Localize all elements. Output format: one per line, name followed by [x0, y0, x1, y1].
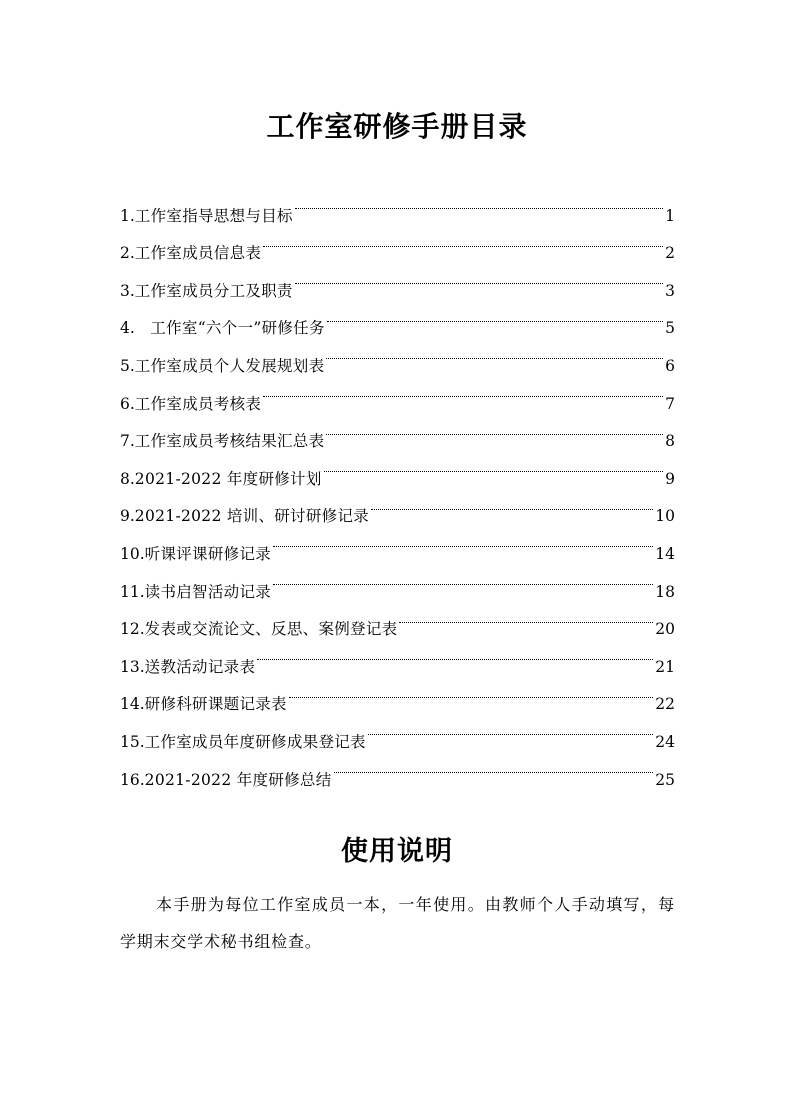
toc-entry-number: 5.: [120, 356, 135, 375]
toc-dot-leader: [295, 258, 663, 296]
toc-entry-page: 6: [665, 356, 675, 375]
toc-entry-number: 11.: [120, 582, 145, 601]
toc-dot-leader: [324, 446, 663, 484]
toc-entry-label: 工作室成员分工及职责: [134, 281, 293, 300]
toc-entry-label: 2021-2022 年度研修总结: [144, 770, 332, 789]
toc-dot-leader: [257, 634, 653, 672]
toc-entry-page: 24: [655, 732, 675, 751]
toc-entry-label: 工作室“六个一”研修任务: [150, 319, 325, 338]
toc-entry-number: 6.: [120, 394, 135, 413]
toc-entry-page: 18: [655, 582, 675, 601]
toc-dot-leader: [263, 221, 663, 259]
toc-entry-page: 20: [655, 620, 675, 639]
toc-dot-leader: [334, 747, 654, 785]
toc-entry-label: 读书启智活动记录: [144, 582, 272, 601]
toc-entry: [120, 183, 675, 225]
toc-entry-number: 9.: [120, 507, 135, 526]
toc-entry-label: 工作室成员考核结果汇总表: [134, 432, 325, 451]
toc-entry-label: 听课评课研修记录: [144, 544, 272, 563]
toc-entry-label: 2021-2022 培训、研讨研修记录: [134, 507, 370, 526]
toc-dot-leader: [399, 597, 653, 635]
toc-entry-label: 研修科研课题记录表: [144, 695, 287, 714]
toc-entry-number: 14.: [120, 695, 145, 714]
instructions-body: 本手册为每位工作室成员一本，一年使用。由教师个人手动填写，每学期末交学术秘书组检查。: [120, 895, 675, 951]
toc-entry-label: 送教活动记录表: [144, 657, 256, 676]
toc-entry-number: 4.: [120, 319, 151, 338]
toc-dot-leader: [326, 409, 663, 447]
toc-entry-number: 13.: [120, 657, 145, 676]
toc-entry-number: 1.: [120, 206, 135, 225]
toc-dot-leader: [368, 709, 653, 747]
toc-entry-label: 2021-2022 年度研修计划: [134, 469, 322, 488]
toc-entry-label: 工作室成员信息表: [134, 244, 262, 263]
toc-entry-page: 10: [655, 507, 675, 526]
instructions-title: 使用说明: [341, 836, 453, 867]
page-title: 工作室研修手册目录: [266, 110, 528, 143]
toc-entry-page: 8: [665, 432, 675, 451]
toc-entry-number: 15.: [120, 732, 145, 751]
toc-entry-number: 7.: [120, 432, 135, 451]
toc-entry-page: 9: [665, 469, 675, 488]
toc-entry-number: 2.: [120, 244, 135, 263]
toc-entry-label: 工作室成员个人发展规划表: [134, 356, 325, 375]
toc-entry-page: 5: [665, 319, 675, 338]
toc-entry-label: 工作室指导思想与目标: [134, 206, 293, 225]
toc-entry-page: 1: [665, 206, 675, 225]
toc-entry-page: 14: [655, 544, 675, 563]
toc-entry-number: 8.: [120, 469, 135, 488]
toc-dot-leader: [371, 484, 653, 522]
toc-dot-leader: [289, 672, 653, 710]
toc-entry-number: 3.: [120, 281, 135, 300]
toc-entry-label: 发表或交流论文、反思、案例登记表: [144, 620, 398, 639]
toc-dot-leader: [326, 333, 663, 371]
toc-entry-page: 25: [655, 770, 675, 789]
toc-entry-label: 工作室成员年度研修成果登记表: [144, 732, 366, 751]
table-of-contents: [120, 183, 675, 789]
toc-dot-leader: [273, 559, 653, 597]
toc-entry-page: 21: [655, 657, 675, 676]
toc-entry-label: 工作室成员考核表: [134, 394, 262, 413]
toc-entry-page: 7: [665, 394, 675, 413]
toc-entry-page: 22: [655, 695, 675, 714]
toc-dot-leader: [327, 296, 663, 334]
toc-dot-leader: [295, 183, 663, 221]
toc-entry-number: 10.: [120, 544, 145, 563]
toc-dot-leader: [263, 371, 663, 409]
toc-entry-page: 3: [665, 281, 675, 300]
toc-entry-number: 16.: [120, 770, 145, 789]
toc-entry-page: 2: [665, 244, 675, 263]
toc-entry-number: 12.: [120, 620, 145, 639]
toc-dot-leader: [273, 521, 653, 559]
